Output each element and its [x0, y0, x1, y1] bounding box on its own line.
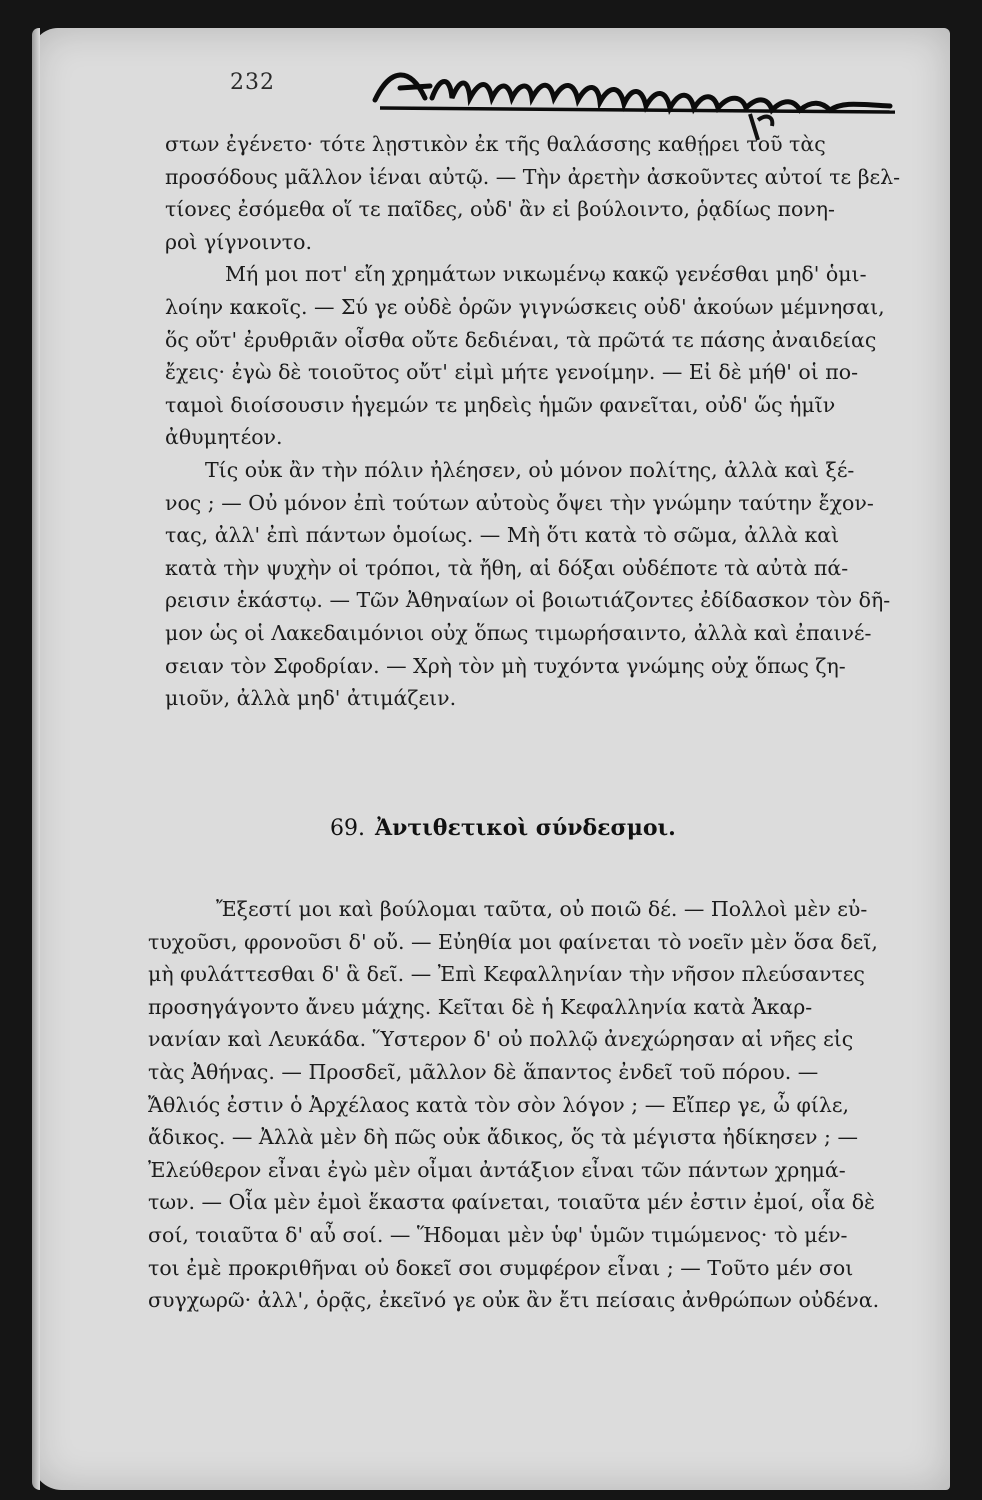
text-line: ἀθυμητέον.	[165, 425, 283, 450]
text-line: στων ἐγένετο· τότε λῃστικὸν ἐκ τῆς θαλάσσης καθῄρει τοῦ τὰς	[165, 132, 826, 156]
text-line: Ἔξεστί μοι καὶ βούλομαι ταῦτα, οὐ ποιῶ δέ. — Πολλοὶ μὲν εὐ-	[216, 897, 868, 921]
text-line: μιοῦν, ἀλλὰ μηδ' ἀτιμάζειν.	[165, 686, 457, 711]
page-number: 232	[230, 70, 275, 95]
text-line: ταμοὶ διοίσουσιν ἡγεμών τε μηδεὶς ἡμῶν φανεῖται, οὐδ' ὥς ἡμῖν	[165, 392, 836, 417]
text-line: κατὰ τὴν ψυχὴν οἱ τρόποι, τὰ ἤθη, αἱ δόξαι οὐδέποτε τὰ αὐτὰ πά-	[165, 555, 849, 580]
text-line: ροὶ γίγνοιντο.	[165, 229, 312, 254]
text-block-top	[165, 128, 935, 715]
text-line: μον ὡς οἱ Λακεδαιμόνιοι οὐχ ὅπως τιμωρήσαιντο, ἀλλὰ καὶ ἐπαινέ-	[165, 620, 872, 645]
text-line: νος ; — Οὐ μόνον ἐπὶ τούτων αὐτοὺς ὄψει τὴν γνώμην ταύτην ἔχον-	[165, 490, 874, 515]
text-line: τὰς Ἀθήνας. — Προσδεῖ, μᾶλλον δὲ ἅπαντος ἐνδεῖ τοῦ πόρου. —	[148, 1059, 819, 1084]
text-line: συγχωρῶ· ἀλλ', ὁρᾷς, ἐκεῖνό γε οὐκ ἂν ἔτι πείσαις ἀνθρώπων οὐδένα.	[148, 1288, 880, 1313]
text-line: ἔχεις· ἐγὼ δὲ τοιοῦτος οὔτ' εἰμὶ μήτε γενοίμην. — Εἰ δὲ μήθ' οἱ πο-	[165, 360, 859, 385]
text-line: ρεισιν ἑκάστῳ. — Τῶν Ἀθηναίων οἱ βοιωτιάζοντες ἐδίδασκον τὸν δῆ-	[165, 588, 891, 613]
text-line: ὅς οὔτ' ἐρυθριᾶν οἶσθα οὔτε δεδιέναι, τὰ πρῶτά τε πάσης ἀναιδείας	[165, 327, 877, 352]
text-line: ἄδικος. — Ἀλλὰ μὲν δὴ πῶς οὐκ ἄδικος, ὅς τὰ μέγιστα ἠδίκησεν ; —	[148, 1125, 858, 1150]
text-block-bottom	[148, 893, 938, 1317]
section-heading	[330, 815, 676, 841]
page-edge	[32, 28, 40, 1490]
text-line: προσηγάγοντο ἄνευ μάχης. Κεῖται δὲ ἡ Κεφαλληνία κατὰ Ἀκαρ-	[148, 994, 813, 1019]
text-line: Τίς οὐκ ἂν τὴν πόλιν ἠλέησεν, οὐ μόνον πολίτης, ἀλλὰ καὶ ξέ-	[205, 457, 855, 482]
text-line: νανίαν καὶ Λευκάδα. Ὕστερον δ' οὐ πολλῷ ἀνεχώρησαν αἱ νῆες εἰς	[148, 1027, 854, 1052]
text-line: τας, ἀλλ' ἐπὶ πάντων ὁμοίως. — Μὴ ὅτι κατὰ τὸ σῶμα, ἀλλὰ καὶ	[165, 523, 840, 548]
text-line: Ἐλεύθερον εἶναι ἐγὼ μὲν οἶμαι ἀντάξιον εἶναι τῶν πάντων χρημά-	[148, 1157, 846, 1182]
text-line: Μή μοι ποτ' εἴη χρημάτων νικωμένῳ κακῷ γενέσθαι μηδ' ὁμι-	[225, 262, 867, 287]
text-line: των. — Οἷα μὲν ἐμοὶ ἕκαστα φαίνεται, τοιαῦτα μέν ἐστιν ἐμοί, οἷα δὲ	[148, 1190, 876, 1215]
text-line: τίονες ἐσόμεθα οἵ τε παῖδες, οὐδ' ἂν εἰ βούλοιντο, ῥᾳδίως πονη-	[165, 197, 835, 222]
text-line: σειαν τὸν Σφοδρίαν. — Χρὴ τὸν μὴ τυχόντα γνώμης οὐχ ὅπως ζη-	[165, 653, 846, 678]
text-line: τοι ἐμὲ προκριθῆναι οὐ δοκεῖ σοι συμφέρον εἶναι ; — Τοῦτο μέν σοι	[148, 1255, 854, 1280]
text-line: προσόδους μᾶλλον ἰέναι αὐτῷ. — Τὴν ἀρετὴν ἀσκοῦντες αὐτοί τε βελ-	[165, 164, 901, 189]
text-line: μὴ φυλάττεσθαι δ' ἃ δεῖ. — Ἐπὶ Κεφαλληνίαν τὴν νῆσον πλεύσαντες	[148, 962, 865, 987]
section-number: 69.	[330, 816, 365, 841]
text-line: Ἄθλιός ἐστιν ὁ Ἀρχέλαος κατὰ τὸν σὸν λόγον ; — Εἴπερ γε, ὦ φίλε,	[148, 1092, 850, 1117]
text-line: λοίην κακοῖς. — Σύ γε οὐδὲ ὁρῶν γιγνώσκεις οὐδ' ἀκούων μέμνησαι,	[165, 294, 885, 319]
text-line: σοί, τοιαῦτα δ' αὖ σοί. — Ἥδομαι μὲν ὑφ' ὑμῶν τιμώμενος· τὸ μέν-	[148, 1222, 848, 1247]
section-title: Ἀντιθετικοὶ σύνδεσμοι.	[375, 815, 676, 841]
text-line: τυχοῦσι, φρονοῦσι δ' οὔ. — Εὐηθία μοι φαίνεται τὸ νοεῖν μὲν ὅσα δεῖ,	[148, 929, 878, 954]
